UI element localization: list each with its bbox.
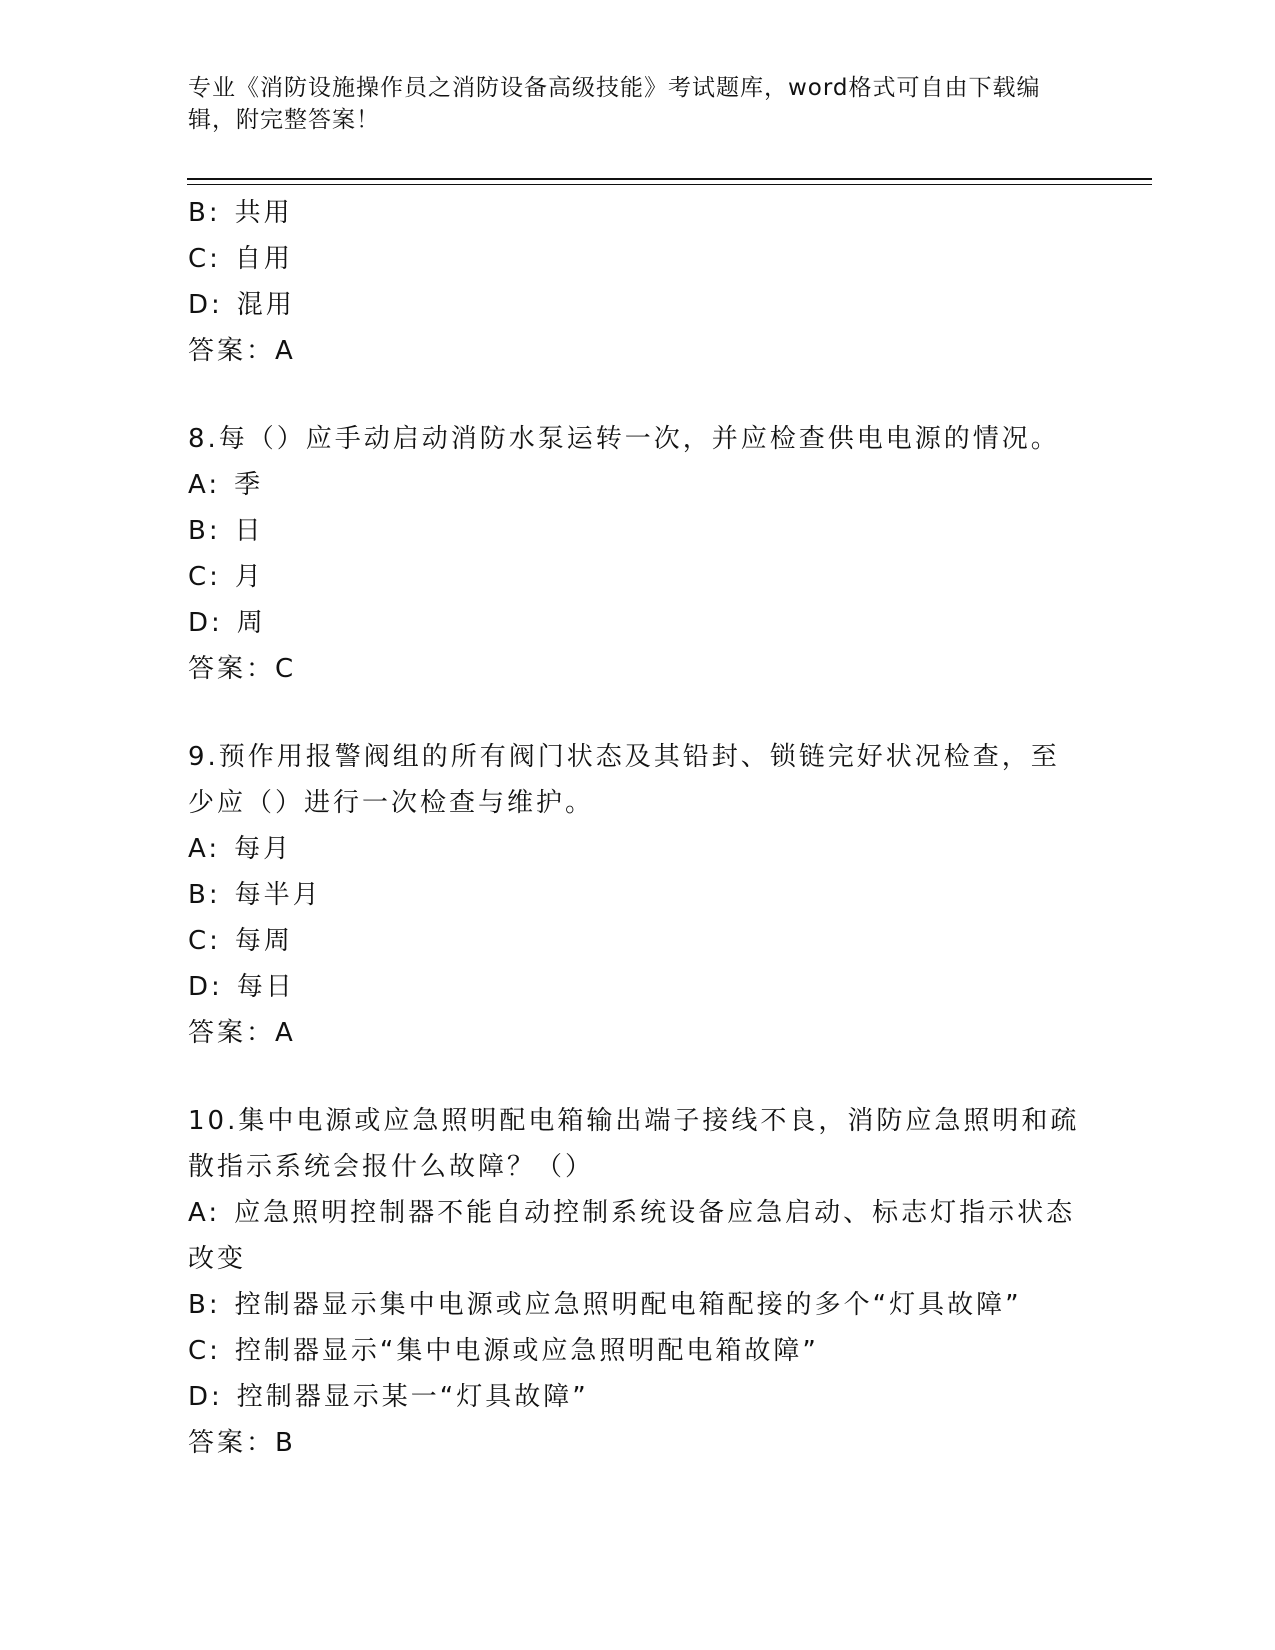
answer-value: B bbox=[275, 1428, 296, 1458]
question-10 bbox=[188, 1098, 1088, 1466]
option-text: 每半月 bbox=[234, 880, 322, 910]
option-text: 每月 bbox=[234, 834, 293, 864]
question-text-line-1: 10.集中电源或应急照明配电箱输出端子接线不良，消防应急照明和疏 bbox=[188, 1106, 1080, 1136]
question-continued bbox=[188, 190, 1088, 374]
header-line-1: 专业《消防设施操作员之消防设备高级技能》考试题库，word格式可自由下载编 bbox=[188, 75, 1041, 101]
option-text: 应急照明控制器不能自动控制系统设备应急启动、标志灯指示状态 bbox=[234, 1198, 1076, 1228]
option-d bbox=[188, 1374, 1088, 1420]
option-c bbox=[188, 236, 1088, 282]
option-text: 季 bbox=[234, 470, 264, 500]
option-key: B: bbox=[188, 880, 221, 910]
option-key: D: bbox=[188, 972, 223, 1002]
option-text: 混用 bbox=[236, 290, 295, 320]
option-key: B: bbox=[188, 198, 221, 228]
answer-line bbox=[188, 646, 1088, 692]
option-b bbox=[188, 190, 1088, 236]
question-list bbox=[188, 190, 1088, 1466]
document-header bbox=[188, 72, 1068, 136]
option-a-continued: 改变 bbox=[188, 1244, 247, 1274]
option-key: A: bbox=[188, 834, 221, 864]
answer-label: 答案： bbox=[188, 654, 276, 684]
header-line-2: 辑，附完整答案！ bbox=[188, 107, 380, 133]
option-d bbox=[188, 600, 1088, 646]
option-key: C: bbox=[188, 244, 221, 274]
question-8 bbox=[188, 416, 1088, 692]
option-b bbox=[188, 872, 1088, 918]
header-divider-thick bbox=[187, 178, 1152, 180]
option-c bbox=[188, 918, 1088, 964]
option-key: D: bbox=[188, 1382, 223, 1412]
option-a bbox=[188, 462, 1088, 508]
option-d bbox=[188, 282, 1088, 328]
question-text-line-2: 散指示系统会报什么故障？（） bbox=[188, 1152, 595, 1182]
option-key: B: bbox=[188, 516, 221, 546]
option-text: 周 bbox=[236, 608, 266, 638]
answer-line bbox=[188, 328, 1088, 374]
option-text: 共用 bbox=[234, 198, 293, 228]
answer-label: 答案： bbox=[188, 1428, 276, 1458]
answer-value: C bbox=[275, 654, 297, 684]
option-text: 每日 bbox=[236, 972, 295, 1002]
answer-label: 答案： bbox=[188, 336, 276, 366]
option-text: 每周 bbox=[234, 926, 293, 956]
option-key: C: bbox=[188, 1336, 221, 1366]
option-key: C: bbox=[188, 562, 221, 592]
option-b bbox=[188, 1282, 1088, 1328]
option-c bbox=[188, 1328, 1088, 1374]
option-text: 日 bbox=[234, 516, 264, 546]
option-key: D: bbox=[188, 290, 223, 320]
option-text: 月 bbox=[234, 562, 264, 592]
option-text: 控制器显示集中电源或应急照明配电箱配接的多个“灯具故障” bbox=[234, 1290, 1022, 1320]
header-divider-thin bbox=[187, 184, 1152, 185]
answer-line bbox=[188, 1420, 1088, 1466]
option-b bbox=[188, 508, 1088, 554]
question-text-line-2: 少应（）进行一次检查与维护。 bbox=[188, 788, 595, 818]
option-a bbox=[188, 826, 1088, 872]
option-text: 自用 bbox=[234, 244, 293, 274]
option-d bbox=[188, 964, 1088, 1010]
question-text: 8.每（）应手动启动消防水泵运转一次，并应检查供电电源的情况。 bbox=[188, 424, 1060, 454]
option-key: A: bbox=[188, 470, 221, 500]
answer-line bbox=[188, 1010, 1088, 1056]
option-text: 控制器显示某一“灯具故障” bbox=[236, 1382, 589, 1412]
question-9 bbox=[188, 734, 1088, 1056]
option-c bbox=[188, 554, 1088, 600]
option-key: C: bbox=[188, 926, 221, 956]
answer-label: 答案： bbox=[188, 1018, 276, 1048]
answer-value: A bbox=[275, 1018, 296, 1048]
answer-value: A bbox=[275, 336, 296, 366]
option-key: A: bbox=[188, 1198, 221, 1228]
option-text: 控制器显示“集中电源或应急照明配电箱故障” bbox=[234, 1336, 819, 1366]
option-key: B: bbox=[188, 1290, 221, 1320]
question-text-line-1: 9.预作用报警阀组的所有阀门状态及其铅封、锁链完好状况检查，至 bbox=[188, 742, 1060, 772]
option-a bbox=[188, 1190, 1088, 1236]
option-key: D: bbox=[188, 608, 223, 638]
